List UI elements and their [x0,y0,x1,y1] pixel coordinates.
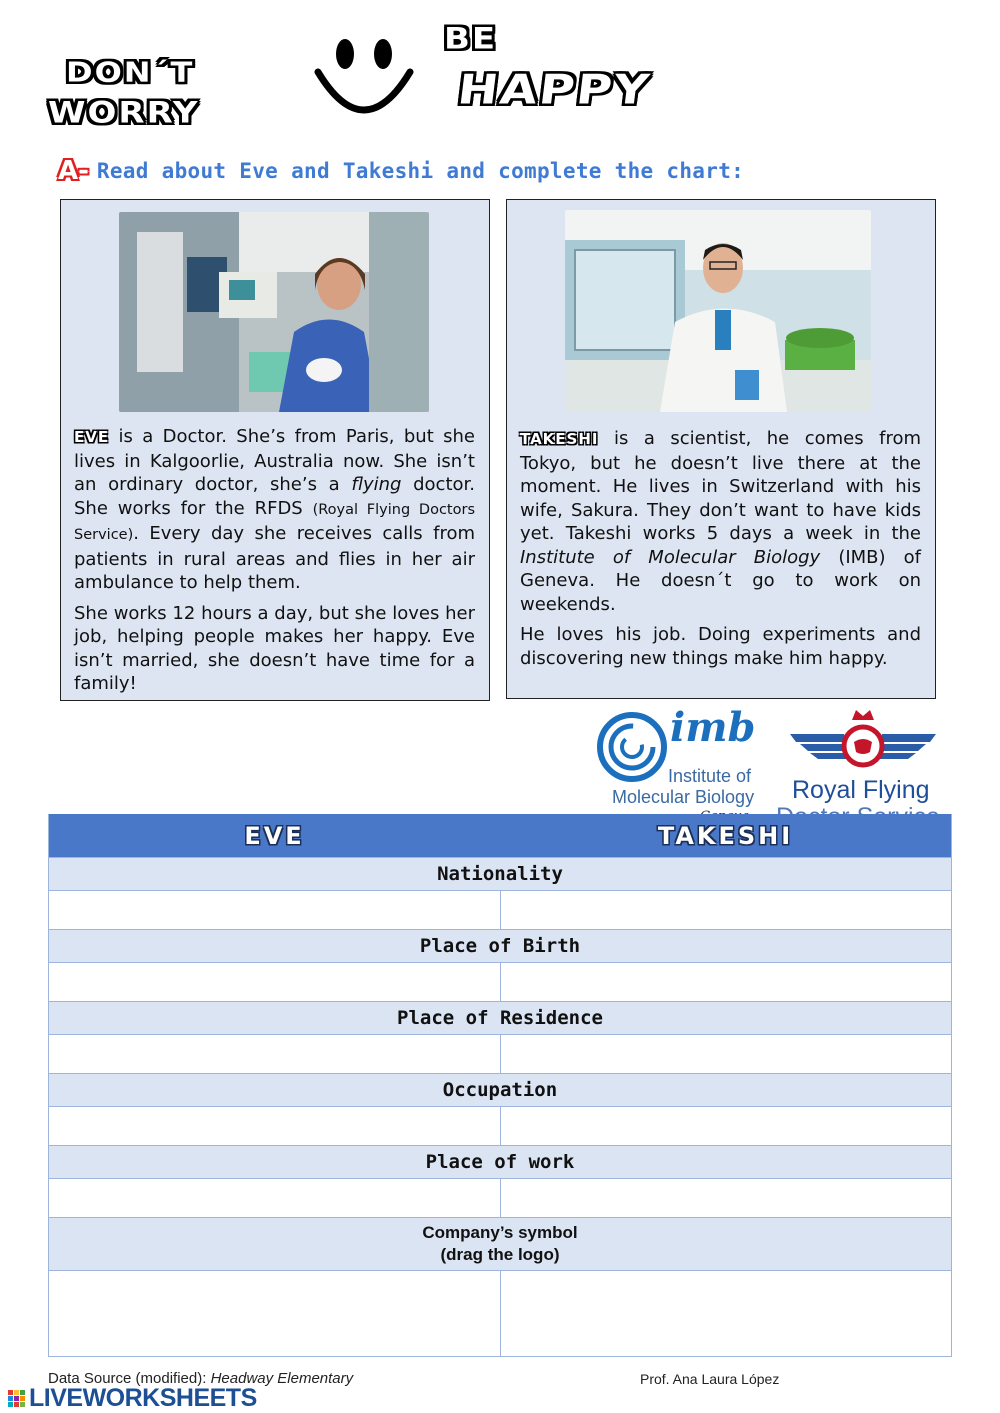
eve-reading-card [60,199,490,701]
drop-zone-takeshi-symbol[interactable] [500,1271,951,1356]
answer-takeshi-occupation[interactable] [500,1107,951,1145]
answer-row-place-of-residence [49,1035,951,1073]
takeshi-p1-text-a: is a scientist, he comes from Tokyo, but he doesn’t live there at the moment. He lives in Switzerland with his wife, Sakura. They don’t want to have kids yet. Takeshi works 5 days a week in the [520,428,921,544]
answer-row-place-of-work [49,1179,951,1217]
answer-eve-place-of-work[interactable] [49,1179,500,1217]
row-label-occupation: Occupation [49,1073,951,1107]
answer-takeshi-place-of-work[interactable] [500,1179,951,1217]
source-label: Data Source (modified): [48,1370,211,1387]
imb-swirl-icon [596,710,668,784]
eve-name-tag: EVE [74,428,110,446]
row-label-place-of-birth: Place of Birth [49,929,951,963]
col-header-takeshi: TAKESHI [657,821,794,850]
takeshi-scientist-photo [565,210,871,412]
answer-takeshi-place-of-birth[interactable] [500,963,951,1001]
imb-logo-draggable[interactable] [596,700,766,826]
eve-p1-text-c: . Every day she receives calls from patients in rural areas and flies in her air ambulance to help them. [74,523,475,593]
answer-takeshi-place-of-residence[interactable] [500,1035,951,1073]
liveworksheets-grid-icon [8,1390,26,1408]
instruction [58,156,744,186]
imb-logo-line1: Institute of [668,766,752,786]
rfds-logo-draggable[interactable] [784,704,954,830]
drop-zone-eve-symbol[interactable] [49,1271,500,1356]
chart-col-eve [49,814,500,857]
eve-paragraph-2: She works 12 hours a day, but she loves her job, helping people makes her happy. Eve isn’t married, she doesn’t have time for a family! [74,602,475,694]
smiley-face-icon [312,36,416,120]
answer-row-place-of-birth [49,963,951,1001]
section-letter: A- [58,156,89,186]
row-label-place-of-residence: Place of Residence [49,1001,951,1035]
chart-col-takeshi [500,814,951,857]
takeshi-reading-card [506,199,936,699]
eve-p1-text-b: doctor. She works for the RFDS [74,474,475,519]
answer-row-nationality [49,891,951,929]
rfds-winged-crest-icon [786,704,940,774]
comparison-chart [48,814,952,1357]
answer-row-occupation [49,1107,951,1145]
imb-logo-title: imb [670,704,756,751]
rfds-logo-line1: Royal Flying [792,776,930,804]
eve-p1-italic: flying [351,474,402,495]
title-be: BE [444,22,498,56]
row-label-company-symbol [49,1217,951,1271]
answer-eve-nationality[interactable] [49,891,500,929]
row-label-nationality: Nationality [49,857,951,891]
source-book: Headway Elementary [210,1370,354,1387]
eve-p1-text-a: is a Doctor. She’s from Paris, but she lives in Kalgoorlie, Australia now. She isn’t an ordinary doctor, she’s a [74,426,475,495]
eve-p1-small: (Royal Flying Doctors Service) [74,501,475,543]
title-dont: DON´T [66,55,195,89]
takeshi-p1-italic: Institute of Molecular Biology [520,546,821,568]
row-label-place-of-work: Place of work [49,1145,951,1179]
takeshi-paragraph-1 [520,427,921,616]
liveworksheets-logo[interactable] [8,1384,257,1413]
col-header-eve: EVE [244,821,305,850]
eve-doctor-photo [119,212,429,412]
takeshi-paragraph-2: He loves his job. Doing experiments and discovering new things make him happy. [520,624,921,669]
answer-row-company-symbol [49,1271,951,1357]
eve-paragraph-1 [74,425,475,595]
takeshi-p1-text-b: (IMB) of Geneva. He doesn´t go to work on weekends. [520,546,922,615]
answer-takeshi-nationality[interactable] [500,891,951,929]
answer-eve-place-of-birth[interactable] [49,963,500,1001]
title-worry: WORRY [48,96,200,130]
answer-eve-place-of-residence[interactable] [49,1035,500,1073]
title-happy: HAPPY [455,66,654,114]
company-symbol-label: Company’s symbol [422,1223,578,1242]
chart-header [49,814,951,857]
takeshi-name-tag: TAKESHI [520,430,599,448]
drag-logo-hint: (drag the logo) [440,1245,560,1264]
imb-logo-line2: Molecular Biology [612,787,755,807]
author-credit: Prof. Ana Laura López [640,1371,780,1387]
answer-eve-occupation[interactable] [49,1107,500,1145]
instruction-text: Read about Eve and Takeshi and complete the chart: [96,159,745,183]
liveworksheets-brand-text: LIVEWORKSHEETS [29,1384,257,1412]
